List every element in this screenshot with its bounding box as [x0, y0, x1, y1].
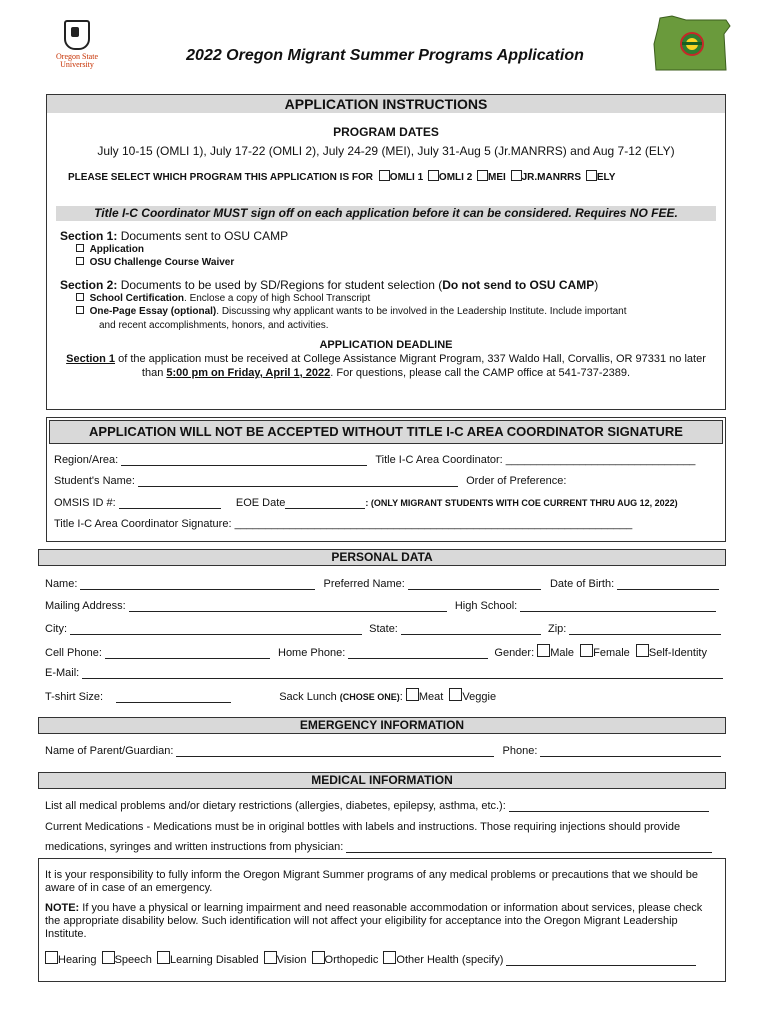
email-row [45, 666, 723, 679]
deadline-text-1: of the application must be received at College Assistance Migrant Program, 337 Waldo Hall, Corvallis, OR 97331 no later [118, 353, 706, 365]
note-line-3: Institute. [45, 928, 87, 940]
cert-text: . Enclose a copy of high School Transcript [184, 293, 371, 304]
logo-line-1: Oregon State [56, 52, 98, 61]
deadline-text-2: . For questions, please call the CAMP office at 541-737-2389. [330, 367, 631, 379]
name-label: Name: [45, 578, 78, 590]
zip-input[interactable] [569, 622, 721, 635]
program-label: ELY [596, 172, 616, 183]
tshirt-input[interactable] [116, 690, 231, 703]
meds-row-2 [45, 840, 712, 853]
high-school-label: High School: [454, 600, 518, 612]
emergency-phone-label: Phone: [502, 745, 538, 757]
disability-option: Speech [114, 954, 152, 966]
omsis-input[interactable] [119, 496, 221, 509]
section1-text: Documents sent to OSU CAMP [120, 229, 289, 243]
section2-heading [60, 278, 598, 292]
checkbox-female[interactable] [580, 644, 593, 657]
name-row [45, 577, 719, 590]
program-select-row [68, 170, 615, 183]
section2-label: Section 2: [60, 278, 118, 292]
section1-item-label: OSU Challenge Course Waiver [89, 257, 235, 268]
mailing-input[interactable] [129, 599, 447, 612]
checkbox-orthopedic[interactable] [312, 951, 325, 964]
lunch-option: Meat [418, 691, 444, 703]
essay-bold: One-Page Essay (optional) [89, 306, 217, 317]
tshirt-row: T-shirt Size: Sack Lunch (CHOSE ONE): Meat Veggie [45, 688, 496, 703]
essay-text-2: and recent accomplishments, honors, and activities. [99, 320, 329, 331]
cell-label: Cell Phone: [45, 647, 102, 659]
email-label: E-Mail: [45, 667, 80, 679]
cell-input[interactable] [105, 646, 270, 659]
disability-option: Orthopedic [324, 954, 379, 966]
gender-option: Male [550, 647, 575, 659]
coord-signature-input[interactable]: _________________________________________________________________ [234, 518, 633, 530]
checkbox-self-identity[interactable] [636, 644, 649, 657]
omsis-row [54, 496, 678, 509]
coord-signature-label: Title I-C Area Coordinator Signature: [54, 518, 232, 530]
mailing-label: Mailing Address: [45, 600, 126, 612]
logo-line-2: University [60, 60, 94, 69]
student-row [54, 474, 566, 487]
cert-bold: School Certification [89, 293, 185, 304]
other-health-input[interactable] [506, 953, 696, 966]
order-label: Order of Preference: [466, 475, 567, 487]
deadline-date: 5:00 pm on Friday, April 1, 2022 [166, 367, 331, 379]
section2-close: ) [594, 278, 599, 292]
region-label: Region/Area: [54, 454, 119, 466]
parent-row [45, 744, 721, 757]
program-label: JR.MANRRS [521, 172, 582, 183]
zip-label: Zip: [548, 623, 567, 635]
section2-text: Documents to be used by SD/Regions for student selection ( [120, 278, 443, 292]
note-text-1: If you have a physical or learning impairment and need reasonable accommodation or information about services, please check [82, 902, 703, 914]
email-input[interactable] [82, 666, 723, 679]
eoe-note: : (ONLY MIGRANT STUDENTS WITH COE CURRENT THRU AUG 12, 2022) [365, 498, 678, 508]
checkbox-essay[interactable] [76, 306, 84, 314]
section1-label: Section 1: [60, 229, 118, 243]
city-label: City: [45, 623, 67, 635]
section1-item-label: Application [89, 244, 145, 255]
medical-header: MEDICAL INFORMATION [38, 772, 726, 789]
home-label: Home Phone: [278, 647, 346, 659]
city-row [45, 622, 721, 635]
disability-option: Other Health (specify) [396, 954, 504, 966]
state-input[interactable] [401, 622, 541, 635]
disability-option: Vision [276, 954, 307, 966]
problems-label: List all medical problems and/or dietary restrictions (allergies, diabetes, epilepsy, asthma, etc.): [45, 800, 506, 812]
omsis-label: OMSIS ID #: [54, 497, 116, 509]
student-name-label: Student's Name: [54, 475, 135, 487]
checkbox-jrmanrrs[interactable] [511, 170, 522, 181]
problems-input[interactable] [509, 799, 709, 812]
mailing-row [45, 599, 716, 612]
checkbox-hearing[interactable] [45, 951, 58, 964]
program-dates-label: PROGRAM DATES [333, 125, 439, 139]
checkbox-male[interactable] [537, 644, 550, 657]
gender-option: Female [593, 647, 630, 659]
deadline-section: Section 1 [66, 353, 116, 365]
checkbox-waiver[interactable] [76, 257, 84, 265]
deadline-label: APPLICATION DEADLINE [319, 339, 453, 351]
tshirt-label: T-shirt Size: [45, 691, 104, 703]
parent-label: Name of Parent/Guardian: [45, 745, 174, 757]
checkbox-mei[interactable] [477, 170, 488, 181]
shield-icon [64, 20, 90, 50]
deadline-text [46, 353, 726, 365]
region-row [54, 453, 695, 466]
coord-signature-row [54, 518, 632, 530]
section2-item-cert [76, 293, 370, 304]
checkbox-ely[interactable] [586, 170, 597, 181]
note-label: NOTE: [45, 902, 80, 914]
eoe-input[interactable] [285, 496, 365, 509]
program-dates: July 10-15 (OMLI 1), July 17-22 (OMLI 2), July 24-29 (MEI), July 31-Aug 5 (Jr.MANRRS) and Aug 7-12 (ELY) [97, 144, 675, 158]
resp-line-2: aware of in case of an emergency. [45, 882, 213, 894]
disability-option: Learning Disabled [169, 954, 259, 966]
gender-option: Self-Identity [648, 647, 707, 659]
note-line-1 [45, 902, 702, 914]
page-title: 2022 Oregon Migrant Summer Programs Application [186, 47, 584, 64]
essay-text: . Discussing why applicant wants to be involved in the Leadership Institute. Include important [216, 306, 627, 317]
program-label: OMLI 2 [438, 172, 473, 183]
program-select-label: PLEASE SELECT WHICH PROGRAM THIS APPLICATION IS FOR [68, 172, 374, 183]
state-label: State: [369, 623, 398, 635]
home-input[interactable] [348, 646, 488, 659]
coordinator-header: APPLICATION WILL NOT BE ACCEPTED WITHOUT TITLE I-C AREA COORDINATOR SIGNATURE [49, 420, 723, 444]
section1-heading [60, 229, 288, 243]
note-line-2: the appropriate disability below. Such identification will not affect your eligibility for acceptance into the Oregon Migrant Leadership [45, 915, 678, 927]
problems-row [45, 799, 709, 812]
deadline-text-line2 [46, 367, 726, 379]
emergency-phone-input[interactable] [540, 744, 721, 757]
disability-option: Hearing [58, 954, 97, 966]
checkbox-omli1[interactable] [379, 170, 390, 181]
deadline-than: than [141, 367, 164, 379]
dob-input[interactable] [617, 577, 719, 590]
personal-header: PERSONAL DATA [38, 549, 726, 566]
section1-item [76, 244, 144, 255]
checkbox-omli2[interactable] [428, 170, 439, 181]
region-input[interactable] [121, 453, 367, 466]
instructions-header: APPLICATION INSTRUCTIONS [47, 95, 725, 113]
checkbox-certification[interactable] [76, 293, 84, 301]
name-input[interactable] [80, 577, 315, 590]
meds-line-2: medications, syringes and written instructions from physician: [45, 841, 344, 853]
checkbox-other-health[interactable] [383, 951, 396, 964]
lunch-option: Veggie [462, 691, 497, 703]
checkbox-learning-disabled[interactable] [157, 951, 170, 964]
high-school-input[interactable] [520, 599, 716, 612]
checkbox-meat[interactable] [406, 688, 419, 701]
coordinator-input[interactable]: _______________________________ [505, 454, 696, 466]
phone-row [45, 644, 707, 659]
program-label: OMLI 1 [389, 172, 424, 183]
emergency-header: EMERGENCY INFORMATION [38, 717, 726, 734]
student-name-input[interactable] [138, 474, 458, 487]
checkbox-application[interactable] [76, 244, 84, 252]
preferred-label: Preferred Name: [323, 578, 405, 590]
fee-note: Title I-C Coordinator MUST sign off on each application before it can be considered. Requires NO FEE. [56, 206, 716, 221]
lunch-label: Sack Lunch [279, 691, 337, 703]
coordinator-label: Title I-C Area Coordinator: [375, 454, 503, 466]
lunch-choose: (CHOSE ONE) [339, 692, 400, 702]
meds-input[interactable] [346, 840, 712, 853]
program-label: MEI [488, 172, 506, 183]
checkbox-veggie[interactable] [449, 688, 462, 701]
resp-line-1: It is your responsibility to fully inform the Oregon Migrant Summer programs of any medical problems or precautions that we should be [45, 869, 698, 881]
section1-item [76, 257, 234, 268]
checkbox-vision[interactable] [264, 951, 277, 964]
checkbox-speech[interactable] [102, 951, 115, 964]
eoe-label: EOE Date [235, 497, 286, 509]
city-input[interactable] [70, 622, 362, 635]
preferred-input[interactable] [408, 577, 541, 590]
parent-input[interactable] [176, 744, 494, 757]
meds-line-1: Current Medications - Medications must be in original bottles with labels and instructions. Those requiring injections should provide [45, 821, 681, 833]
gender-label: Gender: [494, 647, 535, 659]
oregon-map-icon [652, 14, 732, 74]
dob-label: Date of Birth: [549, 578, 615, 590]
section2-item-essay [76, 306, 627, 317]
disability-row [45, 951, 696, 966]
section2-bold: Do not send to OSU CAMP [442, 278, 595, 292]
